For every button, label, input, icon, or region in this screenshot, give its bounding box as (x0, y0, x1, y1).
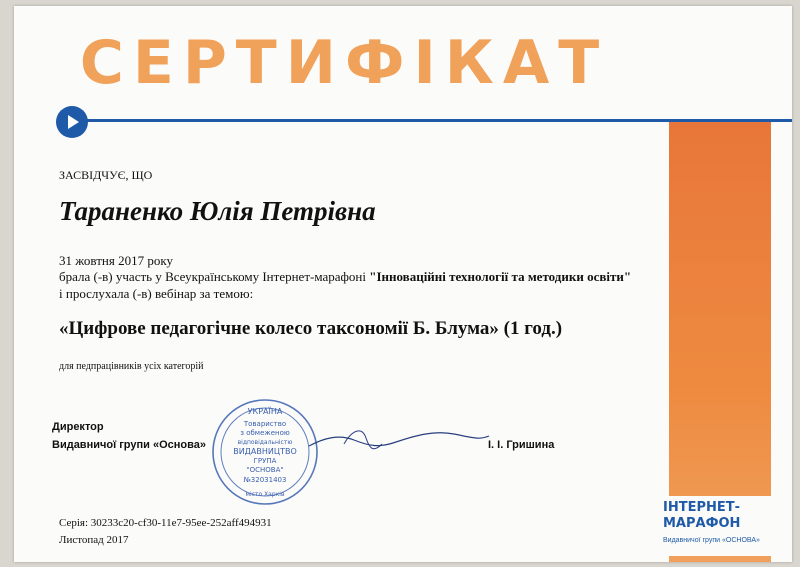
certifies-label: ЗАСВІДЧУЄ, ЩО (59, 168, 153, 182)
certificate-title: СЕРТИФІКАТ (79, 28, 609, 98)
director-org: Видавничої групи «Основа» (52, 439, 206, 451)
participation-line (59, 269, 631, 285)
director-title: Директор (52, 421, 104, 433)
top-right-panel (669, 6, 792, 119)
stamp-city: місто Харків (245, 491, 285, 498)
audience-note: для педпрацівників усіх категорій (59, 361, 204, 372)
stamp-line3: відповідальністю (237, 439, 293, 446)
issue-month: Листопад 2017 (59, 534, 129, 546)
participation-prefix: брала (-в) участь у Всеукраїнському Інтернет-марафоні (59, 269, 370, 284)
title-rule (76, 119, 792, 122)
logo-line-c: Видавничої групи «ОСНОВА» (663, 537, 760, 544)
serial-number: Серія: 30233c20-cf30-11e7-95ee-252aff494931 (59, 517, 272, 529)
logo-line-a: ІНТЕРНЕТ- (663, 500, 741, 515)
certificate-sheet (14, 6, 792, 562)
marathon-title: "Інноваційні технології та методики освіти" (369, 269, 632, 284)
stamp-line6: "ОСНОВА" (246, 466, 284, 474)
internet-marathon-logo (659, 496, 771, 556)
stamp-line2: з обмеженою (240, 429, 290, 437)
stamp-code: №32031403 (243, 476, 287, 484)
webinar-topic: «Цифрове педагогічне колесо таксономії Б. Блума» (1 год.) (59, 318, 563, 339)
logo-line-b: МАРАФОН (663, 516, 741, 531)
stamp-line5: ГРУПА (253, 457, 277, 465)
event-date: 31 жовтня 2017 року (59, 253, 173, 268)
signature (304, 416, 494, 466)
stamp-line1: Товариство (243, 420, 287, 428)
webinar-line: і прослухала (-в) вебінар за темою: (59, 286, 254, 301)
signer-name: І. І. Гришина (488, 439, 555, 451)
stamp-top: УКРАЇНА (247, 407, 283, 416)
recipient-name: Тараненко Юлія Петрівна (59, 196, 376, 226)
play-icon (56, 106, 88, 138)
stamp-line4: ВИДАВНИЦТВО (233, 447, 297, 456)
